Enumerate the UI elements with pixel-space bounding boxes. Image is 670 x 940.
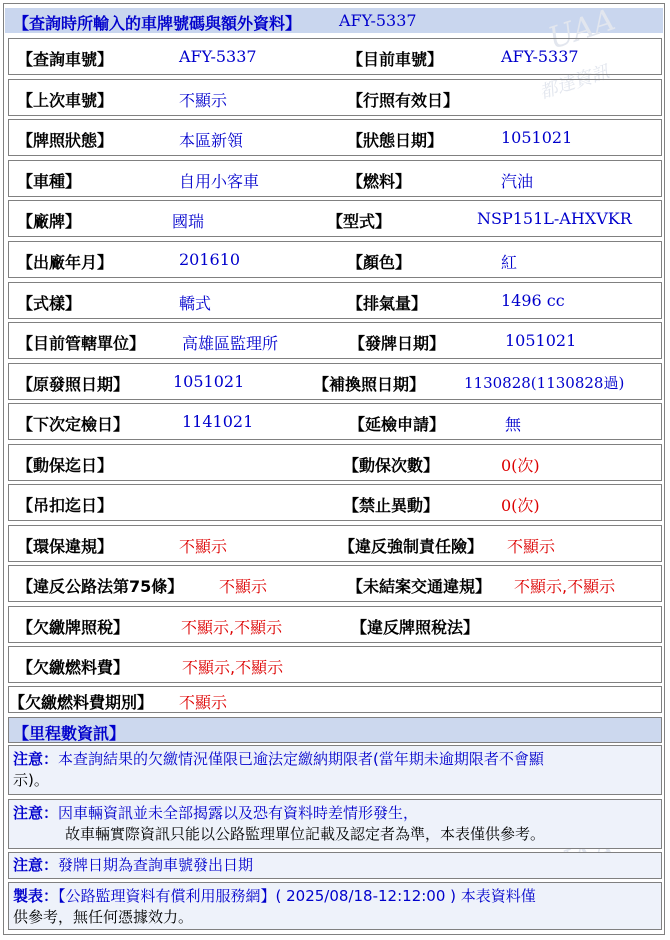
row-highway-act-violation (8, 565, 662, 602)
field-label: 【下次定檢日】 (17, 415, 130, 434)
title-plate-number: AFY-5337 (339, 11, 417, 30)
row-lien-expiry (8, 444, 662, 481)
field-label: 【廠牌】 (17, 212, 82, 231)
field-label: 【動保次數】 (343, 456, 440, 475)
field-label: 【目前管轄單位】 (17, 334, 146, 353)
next-inspection-value: 1141021 (182, 412, 254, 431)
row-query-plate (8, 38, 662, 75)
insurance-violation-value: 不顯示 (507, 537, 556, 556)
query-plate-value: AFY-5337 (179, 47, 257, 66)
field-label: 【禁止異動】 (343, 496, 440, 515)
footer-head: 製表： (13, 887, 59, 905)
notice-head: 注意： (13, 804, 59, 822)
footer-text: 【公路監理資料有償利用服務網】( 2025/08/18-12:12:00 ) 本表資料僅 (58, 887, 536, 905)
row-body-style (8, 282, 662, 319)
field-label: 【違反公路法第75條】 (17, 577, 184, 596)
manufacture-date-value: 201610 (179, 250, 241, 269)
field-label: 【欠繳牌照稅】 (17, 618, 130, 637)
mileage-section-header (8, 717, 662, 743)
status-date-value: 1051021 (501, 128, 573, 147)
field-label: 【排氣量】 (347, 294, 428, 313)
license-tax-arrears-value: 不顯示,不顯示 (181, 618, 283, 637)
fuel-fee-period-value: 不顯示 (179, 693, 228, 712)
field-label: 【欠繳燃料費】 (17, 658, 130, 677)
field-label: 【違反牌照稅法】 (351, 618, 480, 637)
title-bar (5, 8, 663, 33)
row-brand (8, 200, 662, 237)
notice-text-continued: 示)。 (13, 771, 49, 789)
current-plate-value: AFY-5337 (501, 47, 579, 66)
field-label: 【車種】 (17, 172, 82, 191)
row-fuel-fee-period (8, 686, 662, 713)
row-original-license-date (8, 363, 662, 400)
notice-data-disclaimer (8, 799, 662, 849)
field-label: 【發牌日期】 (349, 334, 446, 353)
field-label: 【目前車號】 (347, 50, 444, 69)
field-label: 【未結案交通違規】 (347, 577, 492, 596)
field-label: 【違反強制責任險】 (339, 537, 484, 556)
field-label: 【出廠年月】 (17, 253, 114, 272)
plate-status-value: 本區新領 (179, 131, 244, 150)
field-label: 【延檢申請】 (349, 415, 446, 434)
body-style-value: 轎式 (179, 294, 212, 313)
lien-count-value: 0(次) (501, 456, 540, 475)
original-license-date-value: 1051021 (173, 372, 245, 391)
field-label: 【狀態日期】 (347, 131, 444, 150)
fuel-value: 汽油 (501, 172, 534, 191)
report-footer (8, 882, 662, 930)
last-plate-value: 不顯示 (179, 91, 228, 110)
notice-text-continued: 故車輛實際資訊只能以公路監理單位記載及認定者為準，本表僅供參考。 (65, 825, 546, 843)
row-last-plate (8, 79, 662, 116)
brand-value: 國瑞 (172, 212, 205, 231)
vehicle-type-value: 自用小客車 (179, 172, 260, 191)
row-jurisdiction (8, 322, 662, 359)
field-label: 【顏色】 (347, 253, 412, 272)
row-fuel-fee-arrears (8, 646, 662, 683)
notice-issue-date (8, 852, 662, 879)
notice-head: 注意： (13, 750, 59, 768)
notice-text: 本查詢結果的欠繳情況僅限已逾法定繳納期限者(當年期未逾期限者不會顯 (58, 750, 544, 768)
transfer-ban-value: 0(次) (501, 496, 540, 515)
field-label: 【燃料】 (347, 172, 412, 191)
license-replacement-date-value: 1130828(1130828過) (464, 374, 625, 392)
notice-text: 發牌日期為查詢車號發出日期 (58, 856, 254, 874)
field-label: 【動保迄日】 (17, 456, 114, 475)
jurisdiction-value: 高雄區監理所 (182, 334, 279, 353)
row-suspension-expiry (8, 484, 662, 521)
notice-head: 注意： (13, 856, 59, 874)
displacement-value: 1496 cc (501, 291, 565, 310)
row-plate-status (8, 119, 662, 156)
inspection-delay-value: 無 (505, 415, 522, 434)
notice-text: 因車輛資訊並未全部揭露以及恐有資料時差情形發生， (58, 804, 419, 822)
model-value: NSP151L-AHXVKR (477, 209, 632, 228)
field-label: 【環保違規】 (17, 537, 114, 556)
row-environmental-violation (8, 525, 662, 562)
field-label: 【原發照日期】 (17, 375, 130, 394)
highway-act-violation-value: 不顯示 (219, 577, 268, 596)
field-label: 【上次車號】 (17, 91, 114, 110)
field-label: 【型式】 (327, 212, 392, 231)
field-label: 【式樣】 (17, 294, 82, 313)
environmental-violation-value: 不顯示 (179, 537, 228, 556)
field-label: 【欠繳燃料費期別】 (9, 693, 154, 712)
fuel-fee-arrears-value: 不顯示,不顯示 (182, 658, 284, 677)
traffic-violation-value: 不顯示,不顯示 (514, 577, 616, 596)
watermark-logo: UAA (544, 2, 620, 57)
notice-arrears (8, 745, 662, 795)
field-label: 【查詢車號】 (17, 50, 114, 69)
title-label: 【查詢時所輸入的車牌號碼與額外資料】 (13, 14, 302, 33)
watermark-subtitle: 都達資訊 (536, 61, 612, 104)
plate-issue-date-value: 1051021 (505, 331, 577, 350)
field-label: 【行照有效日】 (347, 91, 460, 110)
field-label: 【牌照狀態】 (17, 131, 114, 150)
field-label: 【補換照日期】 (313, 375, 426, 394)
row-next-inspection (8, 403, 662, 440)
row-manufacture-date (8, 241, 662, 278)
row-vehicle-type (8, 160, 662, 197)
field-label: 【吊扣迄日】 (17, 496, 114, 515)
footer-text-continued: 供參考，無任何憑據效力。 (13, 908, 194, 926)
mileage-label: 【里程數資訊】 (13, 724, 126, 743)
color-value: 紅 (501, 253, 518, 272)
row-license-tax-arrears (8, 606, 662, 643)
